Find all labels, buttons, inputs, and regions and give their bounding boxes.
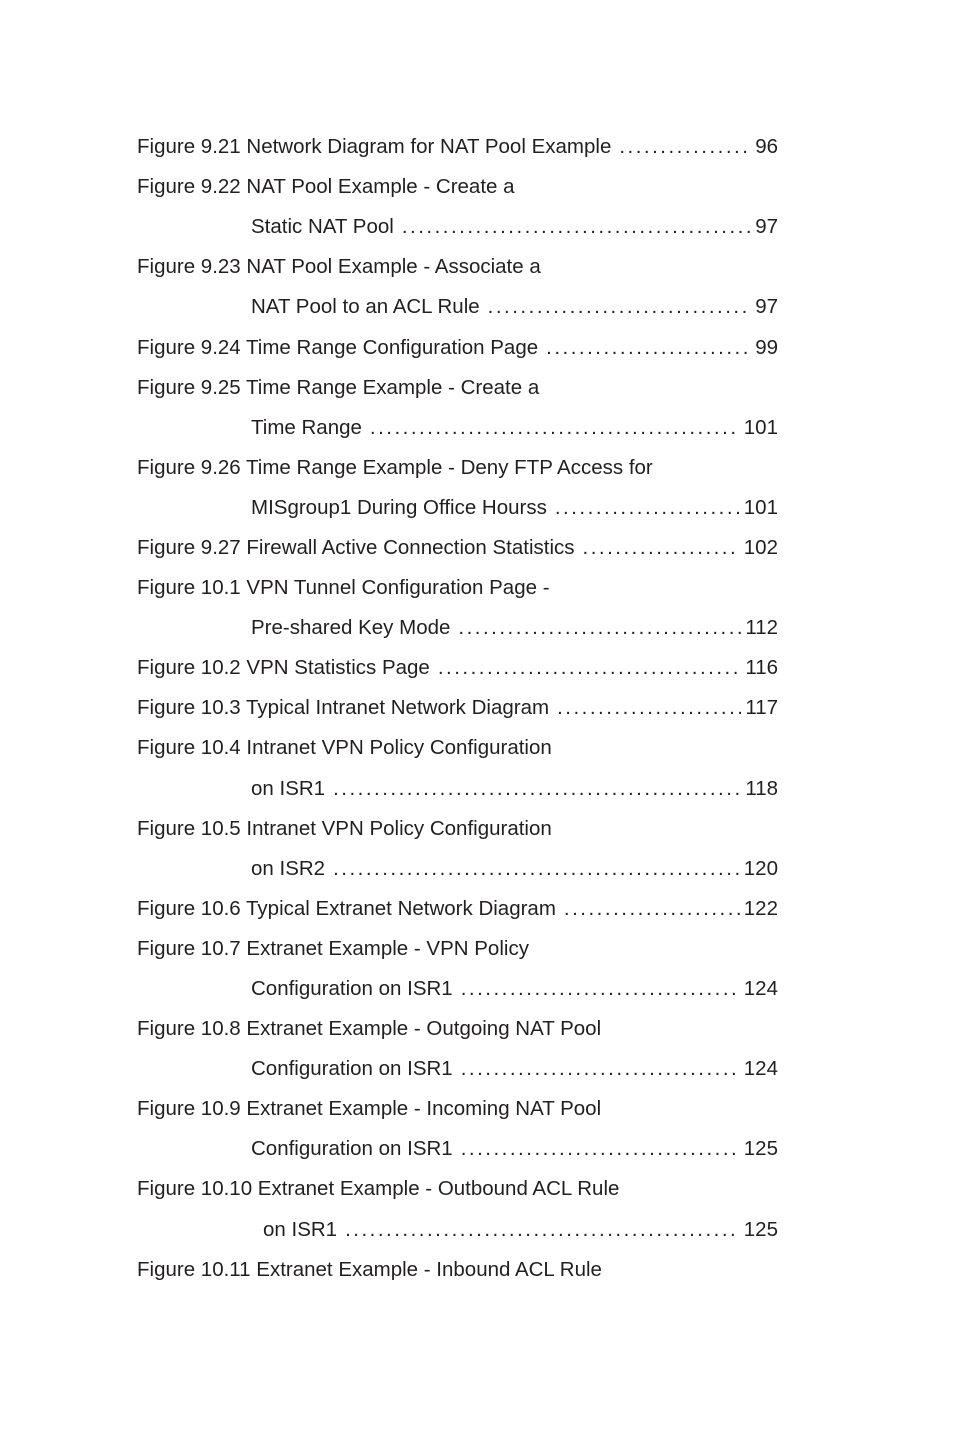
toc-entry-text: MISgroup1 During Office Hourss [251, 495, 547, 519]
toc-entry[interactable] [137, 809, 778, 849]
toc-entry[interactable] [137, 327, 778, 367]
toc-entry-text: Figure 10.5 Intranet VPN Policy Configuration [137, 816, 552, 840]
toc-page-number: 99 [755, 335, 778, 359]
toc-page-number: 116 [745, 656, 778, 680]
toc-entry[interactable] [137, 728, 778, 768]
dot-leader [619, 135, 751, 159]
dot-leader [564, 897, 740, 921]
dot-leader [345, 1218, 740, 1242]
toc-entry-text: Figure 10.6 Typical Extranet Network Diagram [137, 896, 556, 920]
toc-page-number: 97 [755, 215, 778, 239]
toc-entry-text: Figure 10.4 Intranet VPN Policy Configuration [137, 736, 552, 760]
dot-leader [438, 656, 741, 680]
toc-entry-text: Figure 10.10 Extranet Example - Outbound ACL Rule [137, 1177, 620, 1201]
toc-page-number: 125 [743, 1217, 778, 1241]
toc-entry-text: Figure 9.27 Firewall Active Connection Statistics [137, 535, 575, 559]
toc-page-number: 96 [755, 135, 778, 159]
toc-entry-text: Figure 10.11 Extranet Example - Inbound ACL Rule [137, 1257, 602, 1281]
toc-entry-text: Configuration on ISR1 [251, 1057, 453, 1081]
dot-leader [488, 295, 752, 319]
toc-entry-continuation[interactable] [137, 769, 778, 809]
toc-entry[interactable] [137, 167, 778, 207]
toc-entry-text: on ISR1 [251, 776, 326, 800]
toc-page-number: 117 [745, 696, 778, 720]
toc-entry-text: Figure 9.24 Time Range Configuration Page [137, 335, 539, 359]
toc-entry-continuation[interactable] [137, 287, 778, 327]
toc-page-number: 101 [743, 415, 778, 439]
toc-entry-continuation[interactable] [137, 969, 778, 1009]
toc-entry-text: Figure 9.23 NAT Pool Example - Associate a [137, 255, 541, 279]
dot-leader [583, 536, 740, 560]
toc-entry[interactable] [137, 929, 778, 969]
toc-entry[interactable] [137, 648, 778, 688]
toc-entry-text: on ISR1 [263, 1217, 338, 1241]
toc-entry-continuation[interactable] [137, 207, 778, 247]
toc-entry-text: Figure 9.25 Time Range Example - Create a [137, 375, 540, 399]
toc-entry-text: Figure 10.7 Extranet Example - VPN Policy [137, 936, 529, 960]
toc-entry-text: Figure 10.2 VPN Statistics Page [137, 656, 430, 680]
toc-page-number: 118 [745, 776, 778, 800]
toc-entry-continuation[interactable] [137, 1129, 778, 1169]
toc-entry[interactable] [137, 528, 778, 568]
toc-entry[interactable] [137, 568, 778, 608]
toc-entry-continuation[interactable] [137, 1049, 778, 1089]
toc-entry-continuation[interactable] [137, 1210, 778, 1250]
toc-entry[interactable] [137, 247, 778, 287]
toc-entry[interactable] [137, 1089, 778, 1129]
toc-page-number: 122 [743, 896, 778, 920]
toc-page-number: 97 [755, 295, 778, 319]
toc-page-number: 124 [743, 1057, 778, 1081]
dot-leader [461, 1057, 740, 1081]
list-of-figures [137, 127, 778, 1290]
toc-entry-text: Configuration on ISR1 [251, 1137, 453, 1161]
toc-entry[interactable] [137, 448, 778, 488]
toc-entry-text: Figure 9.21 Network Diagram for NAT Pool Example [137, 135, 612, 159]
dot-leader [546, 336, 751, 360]
toc-entry[interactable] [137, 1250, 778, 1290]
toc-page-number: 112 [745, 616, 778, 640]
toc-entry-text: Configuration on ISR1 [251, 977, 453, 1001]
dot-leader [461, 1137, 740, 1161]
toc-entry-text: NAT Pool to an ACL Rule [251, 295, 480, 319]
toc-page-number: 124 [743, 977, 778, 1001]
toc-entry[interactable] [137, 1009, 778, 1049]
toc-entry[interactable] [137, 688, 778, 728]
toc-entry-continuation[interactable] [137, 849, 778, 889]
dot-leader [557, 696, 741, 720]
toc-page-number: 125 [743, 1137, 778, 1161]
toc-entry-text: Figure 10.3 Typical Intranet Network Diagram [137, 696, 550, 720]
dot-leader [555, 496, 740, 520]
dot-leader [333, 777, 741, 801]
toc-entry-text: Figure 10.9 Extranet Example - Incoming NAT Pool [137, 1097, 602, 1121]
toc-entry-text: Figure 9.22 NAT Pool Example - Create a [137, 175, 515, 199]
toc-entry-text: Figure 9.26 Time Range Example - Deny FTP Access for [137, 455, 653, 479]
dot-leader [370, 416, 740, 440]
toc-entry-text: Static NAT Pool [251, 215, 394, 239]
toc-entry-continuation[interactable] [137, 608, 778, 648]
toc-entry-text: Figure 10.1 VPN Tunnel Configuration Page - [137, 576, 550, 600]
toc-entry[interactable] [137, 889, 778, 929]
toc-entry-text: Figure 10.8 Extranet Example - Outgoing NAT Pool [137, 1017, 602, 1041]
dot-leader [458, 616, 741, 640]
toc-page-number: 101 [743, 495, 778, 519]
dot-leader [461, 977, 740, 1001]
toc-entry-text: on ISR2 [251, 856, 326, 880]
toc-entry-continuation[interactable] [137, 408, 778, 448]
toc-entry[interactable] [137, 368, 778, 408]
toc-entry-continuation[interactable] [137, 488, 778, 528]
dot-leader [402, 215, 751, 239]
toc-page-number: 102 [743, 535, 778, 559]
toc-entry[interactable] [137, 127, 778, 167]
dot-leader [333, 857, 740, 881]
toc-page-number: 120 [743, 856, 778, 880]
toc-entry-text: Time Range [251, 415, 362, 439]
toc-entry-text: Pre-shared Key Mode [251, 616, 451, 640]
toc-entry[interactable] [137, 1169, 778, 1209]
